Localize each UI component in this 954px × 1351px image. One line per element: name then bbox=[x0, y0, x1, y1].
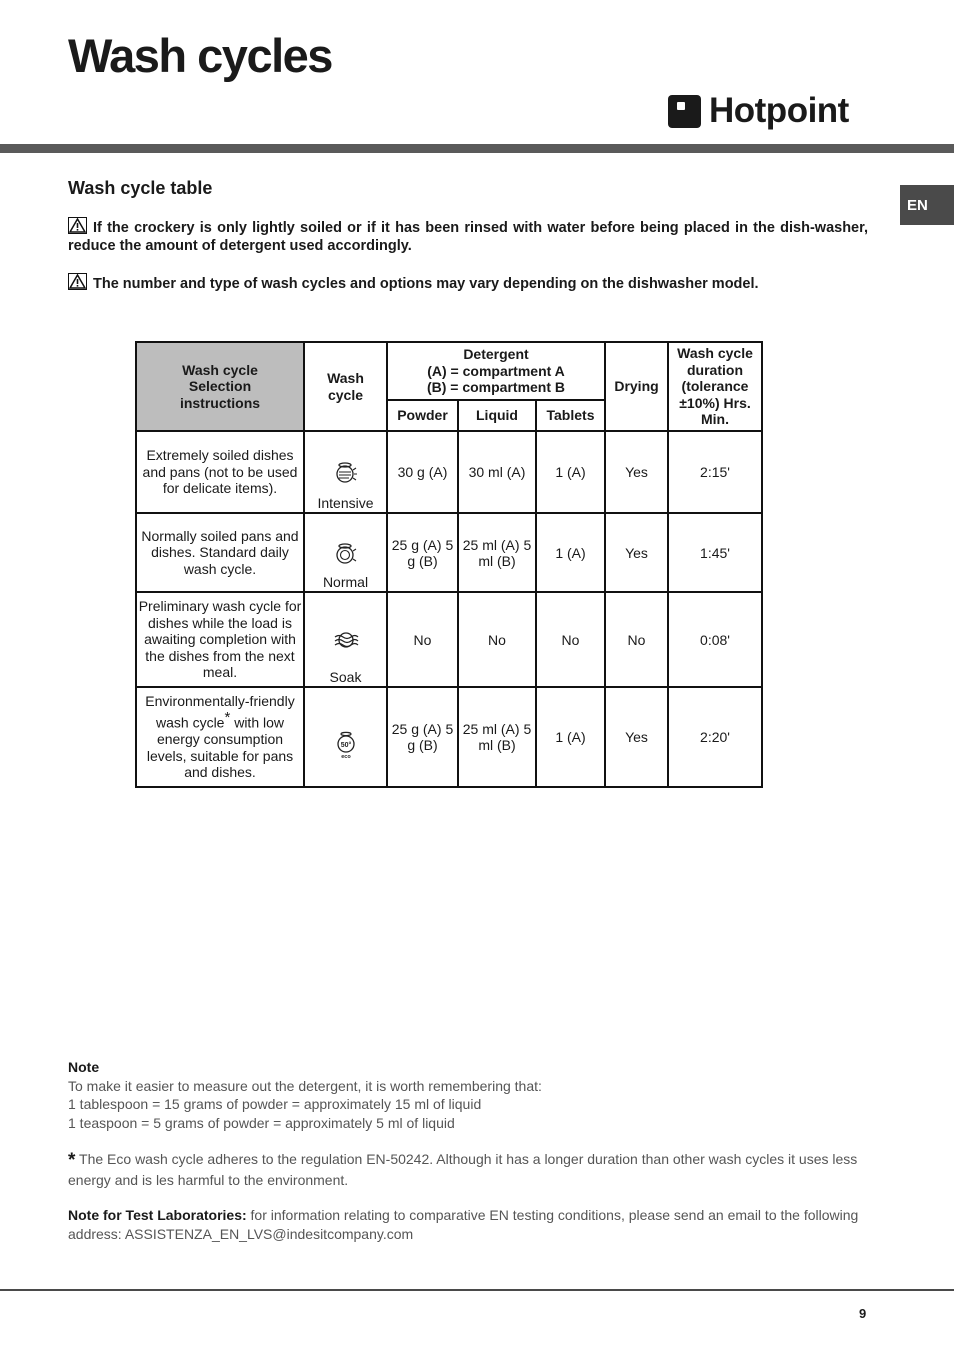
cycle-instructions: Normally soiled pans and dishes. Standard daily wash cycle. bbox=[136, 513, 304, 592]
duration-value: 2:15' bbox=[668, 431, 762, 513]
eco-50-icon bbox=[334, 731, 358, 759]
brand-name: Hotpoint bbox=[709, 91, 849, 130]
hotpoint-logo-icon bbox=[668, 95, 701, 128]
soak-icon bbox=[333, 629, 359, 651]
brand-logo bbox=[668, 93, 849, 129]
duration-value: 2:20' bbox=[668, 687, 762, 787]
header-liquid: Liquid bbox=[458, 400, 536, 431]
table-row bbox=[136, 431, 762, 513]
header-duration: Wash cycle duration (tolerance ±10%) Hrs. Min. bbox=[668, 342, 762, 431]
page-number: 9 bbox=[859, 1306, 867, 1321]
tablets-value: 1 (A) bbox=[536, 513, 605, 592]
wash-cycle-table bbox=[135, 341, 763, 788]
notes-section bbox=[68, 1058, 868, 1243]
header-detergent-a: (A) = compartment A bbox=[427, 362, 565, 379]
tablets-value: No bbox=[536, 592, 605, 687]
cycle-cell bbox=[304, 687, 387, 787]
powder-value: 30 g (A) bbox=[387, 431, 458, 513]
drying-value: No bbox=[605, 592, 668, 687]
liquid-value: 25 ml (A) 5 ml (B) bbox=[458, 687, 536, 787]
lab-note-text: for information relating to comparative EN testing conditions, please send an email to the following address: ASSISTENZA_EN_LVS@indesitcompany.com bbox=[68, 1207, 859, 1242]
header-detergent-title: Detergent bbox=[463, 346, 529, 363]
drying-value: Yes bbox=[605, 687, 668, 787]
tablets-value: 1 (A) bbox=[536, 431, 605, 513]
warning-icon bbox=[68, 217, 87, 234]
duration-value: 1:45' bbox=[668, 513, 762, 592]
cycle-instructions: Preliminary wash cycle for dishes while the load is awaiting completion with the dishes from the next meal. bbox=[136, 592, 304, 687]
cycle-instructions: Extremely soiled dishes and pans (not to be used for delicate items). bbox=[136, 431, 304, 513]
table-header-row bbox=[136, 342, 762, 400]
warning-text-2: The number and type of wash cycles and options may vary depending on the dishwasher model. bbox=[93, 276, 759, 292]
language-tab[interactable]: EN bbox=[900, 185, 954, 225]
drying-value: Yes bbox=[605, 513, 668, 592]
eco-asterisk: * bbox=[224, 708, 231, 726]
footer-divider bbox=[0, 1289, 954, 1291]
lab-note bbox=[68, 1206, 868, 1243]
cycle-name: Intensive bbox=[317, 495, 374, 511]
header-detergent-b: (B) = compartment B bbox=[426, 379, 566, 396]
header-powder: Powder bbox=[387, 400, 458, 431]
eco-caption: eco bbox=[340, 753, 351, 759]
footnote-text: The Eco wash cycle adheres to the regulation EN-50242. Although it has a longer duration than other wash cycles it uses less energy and is les harmful to the environment. bbox=[68, 1151, 858, 1188]
cycle-name: Soak bbox=[329, 669, 362, 685]
note-line: 1 teaspoon = 5 grams of powder = approximately 5 ml of liquid bbox=[68, 1114, 455, 1131]
header-drying: Drying bbox=[605, 342, 668, 431]
lab-note-label: Note for Test Laboratories: bbox=[68, 1207, 247, 1223]
cycle-instructions bbox=[136, 687, 304, 787]
warning-text-1: If the crockery is only lightly soiled or if it has been rinsed with water before being placed in the dish-washer, reduce the amount of detergent used accordingly. bbox=[68, 220, 868, 254]
powder-value: No bbox=[387, 592, 458, 687]
liquid-value: 25 ml (A) 5 ml (B) bbox=[458, 513, 536, 592]
liquid-value: 30 ml (A) bbox=[458, 431, 536, 513]
drying-value: Yes bbox=[605, 431, 668, 513]
section-heading: Wash cycle table bbox=[68, 178, 213, 198]
eco-footnote bbox=[68, 1150, 868, 1189]
note-line: 1 tablespoon = 15 grams of powder = approximately 15 ml of liquid bbox=[68, 1096, 482, 1112]
cycle-cell bbox=[304, 592, 387, 687]
eco-temperature: 50° bbox=[340, 741, 351, 749]
header-detergent bbox=[387, 342, 605, 400]
warning-note-1 bbox=[68, 217, 868, 255]
powder-value: 25 g (A) 5 g (B) bbox=[387, 687, 458, 787]
table-row bbox=[136, 687, 762, 787]
header-selection-instructions: Wash cycle Selection instructions bbox=[136, 342, 304, 431]
header-divider bbox=[0, 144, 954, 153]
note-heading: Note bbox=[68, 1059, 100, 1075]
header-wash-cycle: Wash cycle bbox=[304, 342, 387, 431]
cycle-name: Normal bbox=[322, 574, 369, 590]
footnote-asterisk: * bbox=[68, 1150, 76, 1171]
note-line: To make it easier to measure out the detergent, it is worth remembering that: bbox=[68, 1077, 542, 1094]
powder-value: 25 g (A) 5 g (B) bbox=[387, 513, 458, 592]
warning-note-2 bbox=[68, 273, 868, 293]
warning-icon bbox=[68, 273, 87, 290]
eco-instructions-start: Environmentally-friendly wash cycle bbox=[145, 693, 295, 731]
header-tablets: Tablets bbox=[536, 400, 605, 431]
normal-icon bbox=[334, 542, 358, 564]
cycle-cell bbox=[304, 431, 387, 513]
page-title: Wash cycles bbox=[68, 29, 332, 82]
eco-instructions-end: with low energy consumption levels, suitable for pans and dishes. bbox=[146, 714, 294, 781]
table-row bbox=[136, 513, 762, 592]
liquid-value: No bbox=[458, 592, 536, 687]
tablets-value: 1 (A) bbox=[536, 687, 605, 787]
intensive-icon bbox=[334, 461, 358, 483]
duration-value: 0:08' bbox=[668, 592, 762, 687]
table-row bbox=[136, 592, 762, 687]
cycle-cell bbox=[304, 513, 387, 592]
